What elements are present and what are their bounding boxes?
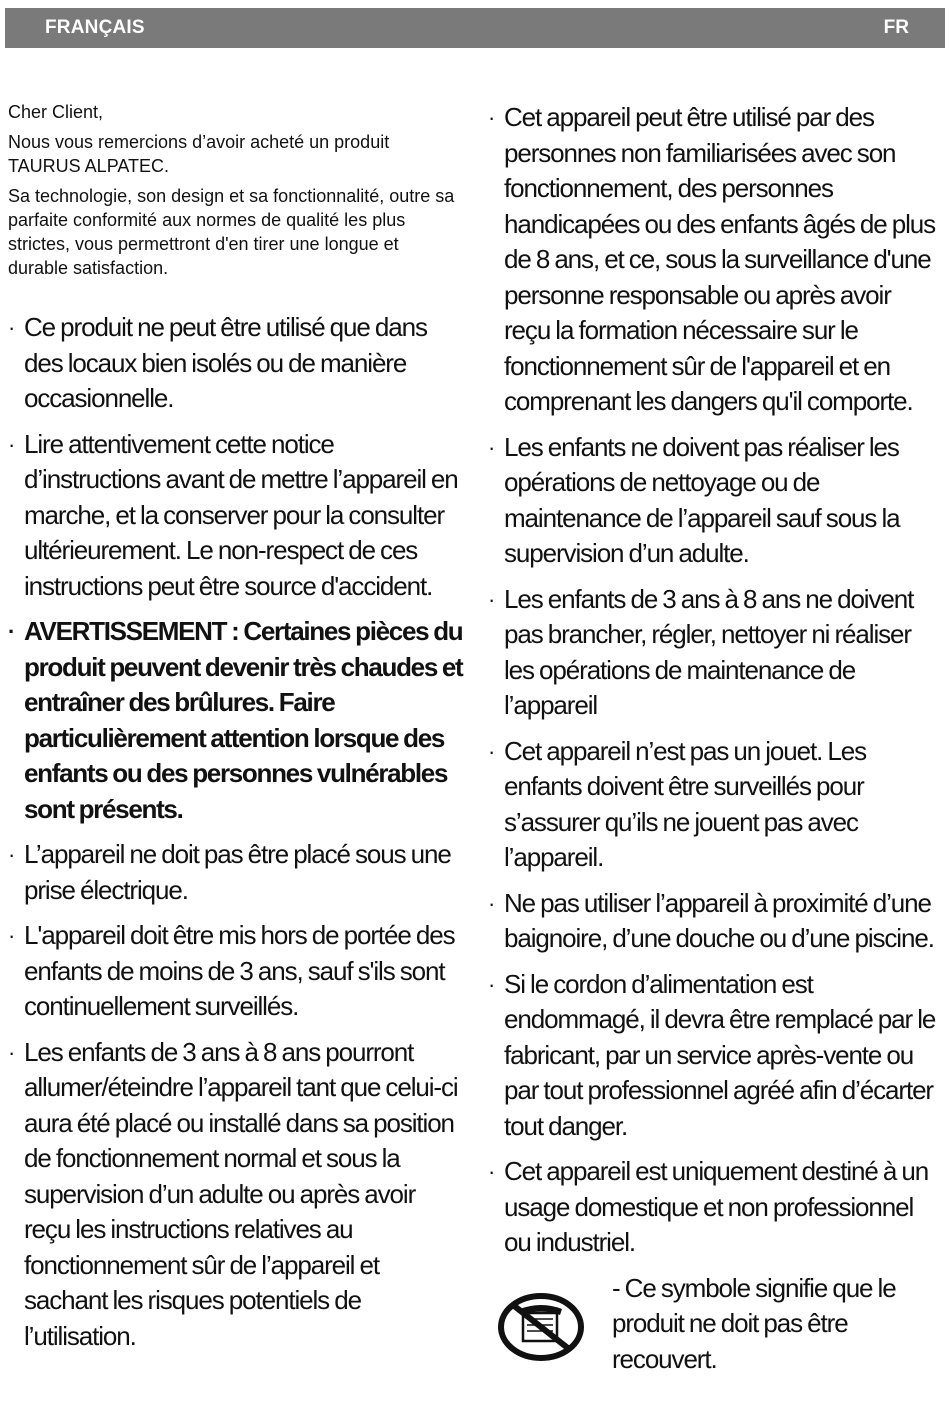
language-label: FRANÇAIS (45, 17, 145, 38)
intro-section (8, 100, 463, 280)
bullet-dot: · (8, 842, 15, 867)
warning-item-text: AVERTISSEMENT : Certaines pièces du produit peuvent devenir très chaudes et entraîner des brûlures. Faire particulièrement attention lorsque des enfants ou des personnes vulnérables sont présents. (24, 616, 463, 824)
right-column (488, 100, 940, 1381)
safety-item (8, 427, 463, 605)
bullet-dot: · (8, 315, 15, 340)
safety-item-text: Cet appareil peut être utilisé par des personnes non familiarisées avec son fonctionnement, des personnes handicapées ou des enfants âgés de plus de 8 ans, et ce, sous la surveillance d'une personne responsable ou après avoir reçu la formation nécessaire sur le fonctionnement sûr de l'appareil et en comprenant les dangers qu'il comporte. (504, 102, 936, 416)
safety-item (8, 310, 463, 417)
bullet-dot: · (488, 890, 495, 916)
safety-item-text: Ce produit ne peut être utilisé que dans des locaux bien isolés ou de manière occasionnelle. (24, 312, 427, 413)
bullet-dot: · (8, 431, 15, 457)
thanks-paragraph: Nous vous remercions d’avoir acheté un produit TAURUS ALPATEC. (8, 132, 390, 176)
safety-item-text: Les enfants ne doivent pas réaliser les opérations de nettoyage ou de maintenance de l’appareil sauf sous la supervision d’un adulte. (504, 431, 900, 568)
bullet-dot: · (488, 586, 495, 612)
language-header-bar (5, 8, 945, 48)
safety-item (8, 837, 463, 908)
bullet-dot: · (488, 434, 495, 460)
greeting: Cher Client, (8, 102, 104, 122)
safety-item-text: Si le cordon d’alimentation est endommagé, il devra être remplacé par le fabricant, par un service après-vente ou par tout professionnel agréé afin d’écarter tout danger. (504, 968, 936, 1141)
bullet-dot: · (488, 971, 495, 997)
bullet-dot: · (488, 738, 495, 764)
safety-item-text: Cet appareil est uniquement destiné à un usage domestique et non professionnel ou industriel. (504, 1156, 929, 1257)
safety-item (488, 430, 940, 572)
left-safety-list (8, 310, 463, 1354)
bullet-dot: · (488, 105, 495, 130)
safety-item (488, 734, 940, 876)
do-not-cover-icon (496, 1291, 586, 1363)
symbol-row (488, 1271, 940, 1381)
bullet-dot: · (488, 1159, 495, 1184)
bullet-dot: · (8, 923, 15, 948)
bullet-dot: · (8, 1039, 15, 1065)
safety-item-text: L'appareil doit être mis hors de portée des enfants de moins de 3 ans, sauf s'ils sont continuellement surveillés. (24, 920, 455, 1021)
safety-item-text: Lire attentivement cette notice d’instructions avant de mettre l’appareil en marche, et la conserver pour la consulter ultérieurement. Le non-respect de ces instructions peut être source d'accident. (24, 428, 458, 601)
language-code: FR (883, 17, 909, 38)
safety-item (488, 886, 940, 957)
bullet-dot: · (8, 619, 15, 644)
safety-item (488, 967, 940, 1145)
safety-item (488, 582, 940, 724)
safety-item-text: L’appareil ne doit pas être placé sous une prise électrique. (24, 839, 451, 905)
safety-item (8, 1035, 463, 1355)
symbol-description: - Ce symbole signifie que le produit ne doit pas être recouvert. (612, 1272, 896, 1374)
safety-item-text: Les enfants de 3 ans à 8 ans pourront allumer/éteindre l’appareil tant que celui-ci aura été placé ou installé dans sa position de fonctionnement normal et sous la supervision d’un adulte ou après avoir reçu les instructions relatives au fonctionnement sûr de l’appareil et sachant les risques potentiels de l’utilisation. (24, 1036, 458, 1351)
safety-item-text: Ne pas utiliser l’appareil à proximité d’une baignoire, d’une douche ou d’une piscine. (504, 887, 934, 953)
left-column (8, 100, 463, 1364)
right-safety-list (488, 100, 940, 1261)
warning-item (8, 614, 463, 827)
safety-item (488, 100, 940, 420)
safety-item (8, 918, 463, 1025)
safety-item (488, 1154, 940, 1261)
safety-item-text: Cet appareil n’est pas un jouet. Les enfants doivent être surveillés pour s’assurer qu’ils ne jouent pas avec l’appareil. (504, 735, 866, 872)
safety-item-text: Les enfants de 3 ans à 8 ans ne doivent pas brancher, régler, nettoyer ni réaliser les opérations de maintenance de l’appareil (504, 583, 914, 720)
description-paragraph: Sa technologie, son design et sa fonctionnalité, outre sa parfaite conformité aux normes de qualité les plus strictes, vous permettront d'en tirer une longue et durable satisfaction. (8, 186, 455, 278)
